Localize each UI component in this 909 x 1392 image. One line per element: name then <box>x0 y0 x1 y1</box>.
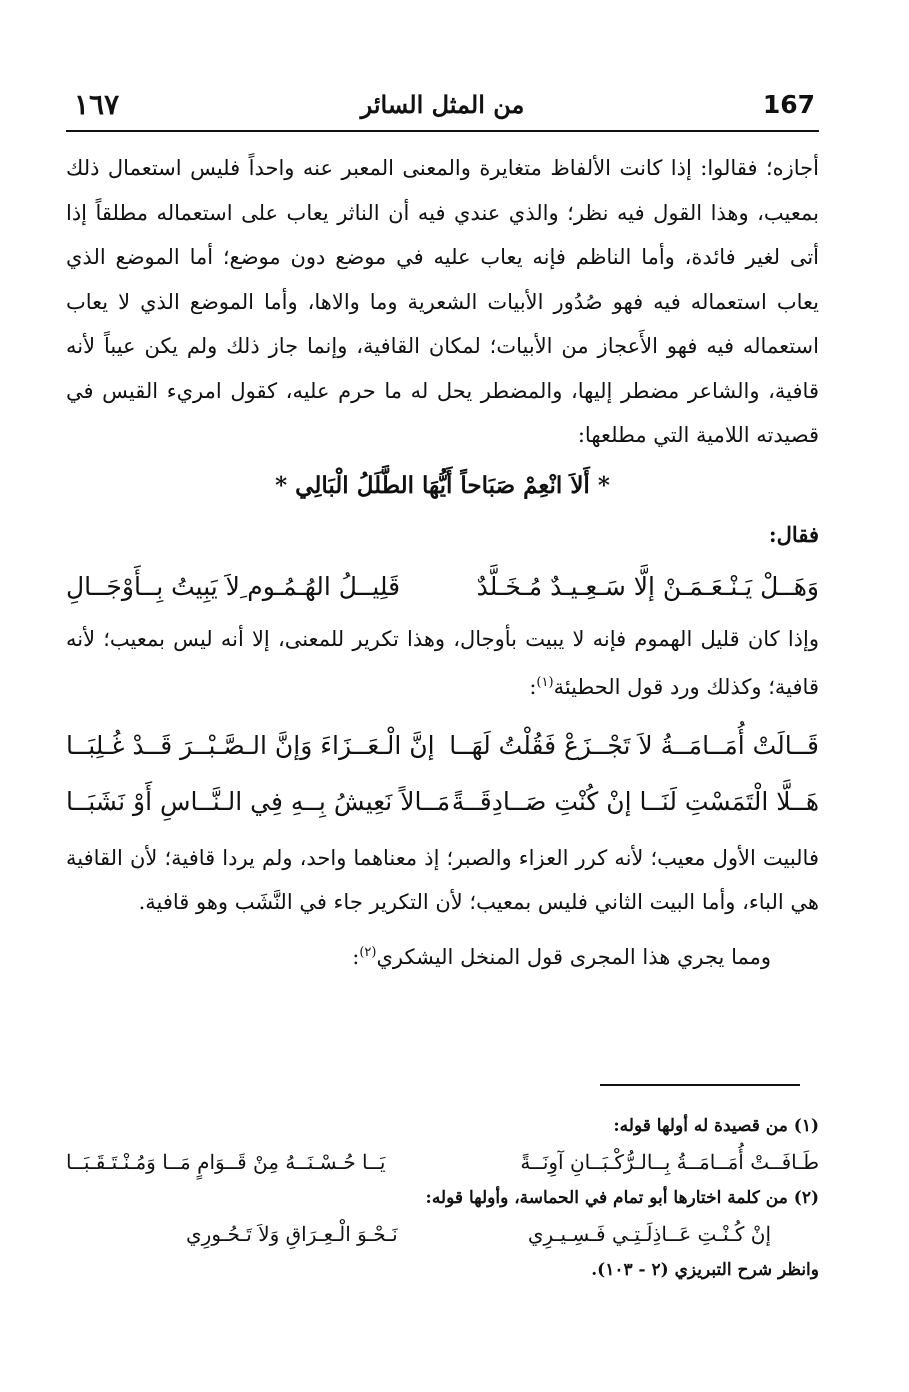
paragraph-1: أجازه؛ فقالوا: إذا كانت الألفاظ متغايرة والمعنى المعبر عنه واحداً فليس استعمال ذلك بمعيب، وهذا القول فيه نظر؛ والذي عندي فيه أن الناثر يعاب على استعماله مطلقاً إذا أتى لغير فائدة، وأما الناظم فإنه يعاب عليه في موضع دون موضع؛ أما الموضع الذي يعاب استعماله فيه فهو صُدُور الأبيات الشعرية وما والاها، وأما الموضع الذي لا يعاب استعماله فيه فهو الأَعجاز من الأبيات؛ لمكان القافية، وإنما جاز ذلك ولم يكن عيباً لأنه قافية، والشاعر مضطر إليها، والمضطر يحل له ما حرم عليه، كقول امريء القيس في قصيدته اللامية التي مطلعها: <box>66 156 819 447</box>
footnotes <box>66 1110 819 1286</box>
paragraph-2-colon: : <box>529 675 537 699</box>
verse-3 <box>66 776 819 828</box>
hutayah-verses <box>66 720 819 828</box>
page-header <box>66 84 819 132</box>
footnote-2-verse <box>66 1214 819 1254</box>
footnote-2-intro: (٢) من كلمة اختارها أبو تمام في الحماسة، وأولها قوله: <box>425 1188 819 1208</box>
matla-verse: * أَلاَ انْعِمْ صَبَاحاً أَيُّهَا الطَّلَلُ الْبَالِي * <box>275 471 610 499</box>
paragraph-4-colon: : <box>352 944 360 969</box>
footnote-marker-1: (١) <box>536 675 554 690</box>
paragraph-4 <box>66 931 819 980</box>
verse-1 <box>66 561 819 613</box>
verse-3-first-hemistich: هَــلَّا الْتَمَسْتِ لَنَــا إنْ كُنْتِ صَــادِقَــةً <box>451 786 819 816</box>
footnote-2-second-hemistich: نَـحْـوَ الْـعِـرَاقِ وَلاَ تَـحُـورِي <box>186 1222 398 1246</box>
paragraph-3: فالبيت الأول معيب؛ لأنه كرر العزاء والصبر؛ إذ معناهما واحد، ولم يردا قافية؛ لأن القافية هي الباء، وأما البيت الثاني فليس بمعيب؛ لأن التكرير جاء في النَّشَب وهو قافية. <box>66 845 819 914</box>
footnote-1-first-hemistich: طَـافَــتْ أُمَــامَــةُ بِــالـرُّكْـبَــانِ آوِنَــةً <box>520 1150 819 1174</box>
footnote-marker-2: (٢) <box>359 944 377 960</box>
footnote-divider <box>600 1084 800 1086</box>
footnote-1-intro: (١) من قصيدة له أولها قوله: <box>613 1116 819 1136</box>
footnote-1-second-hemistich: يَــا حُـسْـنَــهُ مِنْ قَــوَامٍ مَــا وَمُـنْـتَـقَـبَــا <box>66 1150 386 1174</box>
paragraph-2-text: وإذا كان قليل الهموم فإنه لا يبيت بأوجال، وهذا تكرير للمعنى، إلا أنه ليس بمعيب؛ لأنه قافية؛ وكذلك ورد قول الحطيئة <box>66 626 819 699</box>
verse-1-first-hemistich: وَهَــلْ يَـنْـعَـمَـنْ إلَّا سَـعِـيـدٌ مُـخَـلَّدٌ <box>476 571 819 601</box>
paragraph-4-text: ومما يجري هذا المجرى قول المنخل اليشكري <box>376 944 771 969</box>
verse-2 <box>66 720 819 772</box>
running-title: من المثل السائر <box>360 90 525 119</box>
paragraph-2 <box>66 617 819 710</box>
intro-faqal: فقال: <box>768 521 819 547</box>
footnote-2-reference: وانظر شرح التبريزي (٢ - ١٠٣). <box>591 1260 819 1280</box>
page-number-latin: 167 <box>762 90 815 119</box>
main-text <box>66 146 819 979</box>
footnote-2-first-hemistich: إنْ كُـنْـتِ عَــاذِلَـتِـي فَـسِـيـرِي <box>527 1222 771 1246</box>
footnote-1-verse <box>66 1142 819 1182</box>
verse-3-second-hemistich: مَــالاً نَعِيشُ بِــهِ فِي الـنَّــاسِ أَوْ نَشَبَــا <box>66 786 451 816</box>
page-number-arabic: ١٦٧ <box>74 88 120 121</box>
verse-2-first-hemistich: قَــالَتْ أُمَــامَــةُ لاَ تَجْــزَعْ فَقُلْتُ لَهَــا <box>449 730 819 760</box>
verse-2-second-hemistich: إنَّ الْـعَــزَاءَ وَإنَّ الـصَّـبْــرَ قَــدْ غُـلِبَــا <box>66 730 435 760</box>
verse-1-second-hemistich: قَلِيــلُ الهُـمُـوم ِلاَ يَبِيتُ بِــأَوْجَــالِ <box>66 571 401 601</box>
